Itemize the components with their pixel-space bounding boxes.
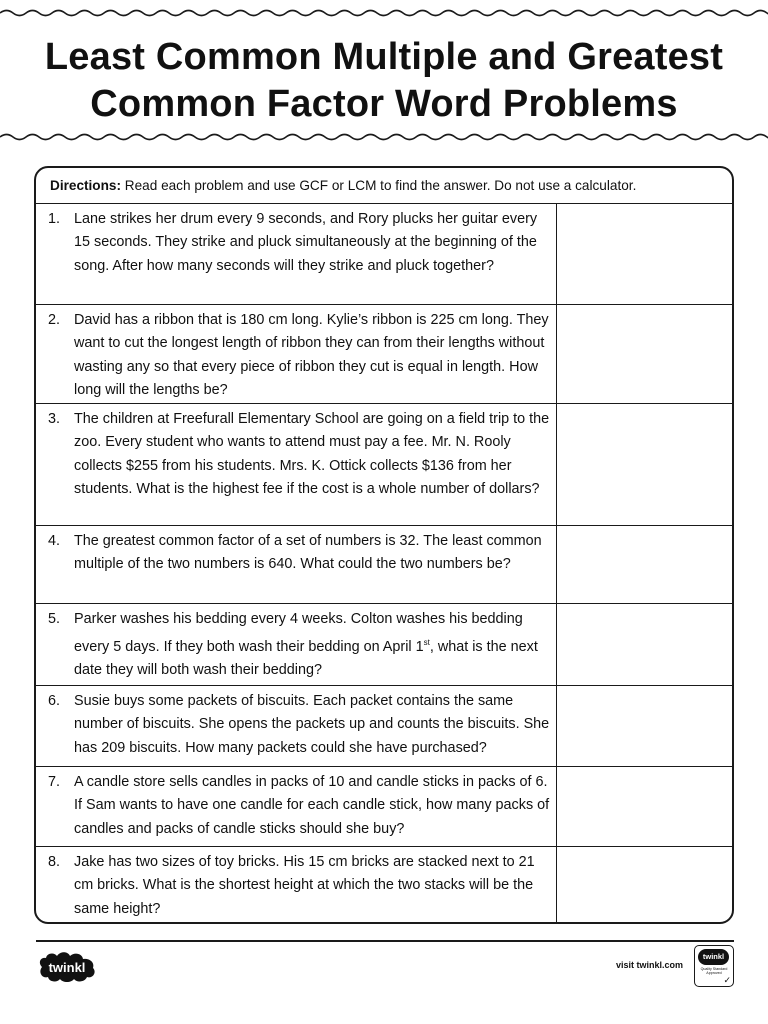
answer-box-1[interactable]	[557, 204, 732, 304]
directions-label: Directions:	[50, 178, 122, 193]
directions-row	[36, 168, 732, 204]
problem-cell	[36, 847, 557, 924]
directions-text: Read each problem and use GCF or LCM to find the answer. Do not use a calculator.	[121, 178, 637, 193]
problem-row-4	[36, 526, 732, 604]
answer-box-2[interactable]	[557, 305, 732, 403]
problem-cell	[36, 767, 557, 846]
problem-number: 8.	[48, 854, 61, 870]
answer-box-4[interactable]	[557, 526, 732, 603]
badge-text: Quality Standard Approved	[700, 967, 728, 976]
check-icon: ✓	[723, 975, 731, 985]
answer-box-6[interactable]	[557, 686, 732, 766]
problem-row-5	[36, 604, 732, 686]
answer-box-3[interactable]	[557, 404, 732, 525]
badge-logo: twinkl	[698, 949, 729, 965]
quality-standard-badge	[694, 945, 734, 987]
problem-cell	[36, 526, 557, 603]
problem-number: 5.	[48, 611, 61, 627]
page-title-line-1: Least Common Multiple and Greatest	[44, 36, 724, 78]
problem-text: The greatest common factor of a set of numbers is 32. The least common multiple of the two numbers is 640. What could the two numbers be?	[74, 533, 542, 573]
problem-text: Jake has two sizes of toy bricks. His 15 cm bricks are stacked next to 21 cm bricks. What is the shortest height at which the two stacks will be the same height?	[74, 854, 535, 917]
page-title	[0, 34, 768, 128]
problem-row-1	[36, 204, 732, 305]
problem-row-8	[36, 847, 732, 924]
problem-number: 4.	[48, 533, 61, 549]
top-wavy-border	[0, 6, 768, 20]
problem-row-7	[36, 767, 732, 847]
problem-text: A candle store sells candles in packs of 10 and candle sticks in packs of 6. If Sam wants to have one candle for each candle stick, how many packs of candles and packs of candle sticks should she buy?	[74, 774, 550, 837]
problem-cell	[36, 686, 557, 766]
footer-divider	[36, 940, 734, 942]
answer-box-5[interactable]	[557, 604, 732, 685]
problem-number: 6.	[48, 693, 61, 709]
visit-website-link[interactable]: visit twinkl.com	[616, 960, 684, 970]
problem-cell	[36, 305, 557, 403]
problem-text: Susie buys some packets of biscuits. Each packet contains the same number of biscuits. She opens the packets up and counts the biscuits. She has 209 biscuits. How many packets could she have purchased?	[74, 693, 550, 756]
problem-cell	[36, 204, 557, 304]
problem-row-3	[36, 404, 732, 526]
problem-text: David has a ribbon that is 180 cm long. Kylie’s ribbon is 225 cm long. They want to cut the longest length of ribbon they can from their lengths without wasting any so that every piece of ribbon they cut is equal in length. How long will the lengths be?	[74, 312, 549, 398]
problem-number: 1.	[48, 211, 61, 227]
problem-text	[74, 608, 552, 681]
problem-number: 7.	[48, 774, 61, 790]
problem-text-part: , what is the next date they will both wash their bedding?	[74, 639, 538, 679]
problem-text-part: Parker washes his bedding every 4 weeks. Colton washes his bedding every 5 days. If they both wash their bedding on April 1	[74, 611, 523, 656]
problem-cell	[36, 604, 557, 685]
problem-number: 3.	[48, 411, 61, 427]
answer-box-8[interactable]	[557, 847, 732, 924]
answer-box-7[interactable]	[557, 767, 732, 846]
problem-text: Lane strikes her drum every 9 seconds, and Rory plucks her guitar every 15 seconds. They strike and pluck simultaneously at the beginning of the song. After how many seconds will they strike and pluck together?	[74, 211, 538, 274]
ordinal-suffix: st	[423, 638, 430, 648]
problem-text: The children at Freefurall Elementary School are going on a field trip to the zoo. Every student who wants to attend must pay a fee. Mr. N. Rooly collects $255 from his students. Mrs. K. Ottick collects $136 from her students. What is the highest fee if the cost is a whole number of dollars?	[74, 411, 550, 497]
problem-row-6	[36, 686, 732, 767]
problem-row-2	[36, 305, 732, 404]
bottom-wavy-border	[0, 130, 768, 144]
page-title-line-2: Common Factor Word Problems	[90, 83, 678, 125]
problem-number: 2.	[48, 312, 61, 328]
twinkl-logo	[36, 950, 98, 984]
worksheet-table	[34, 166, 734, 924]
twinkl-logo-text: twinkl	[48, 960, 86, 975]
problem-cell	[36, 404, 557, 525]
